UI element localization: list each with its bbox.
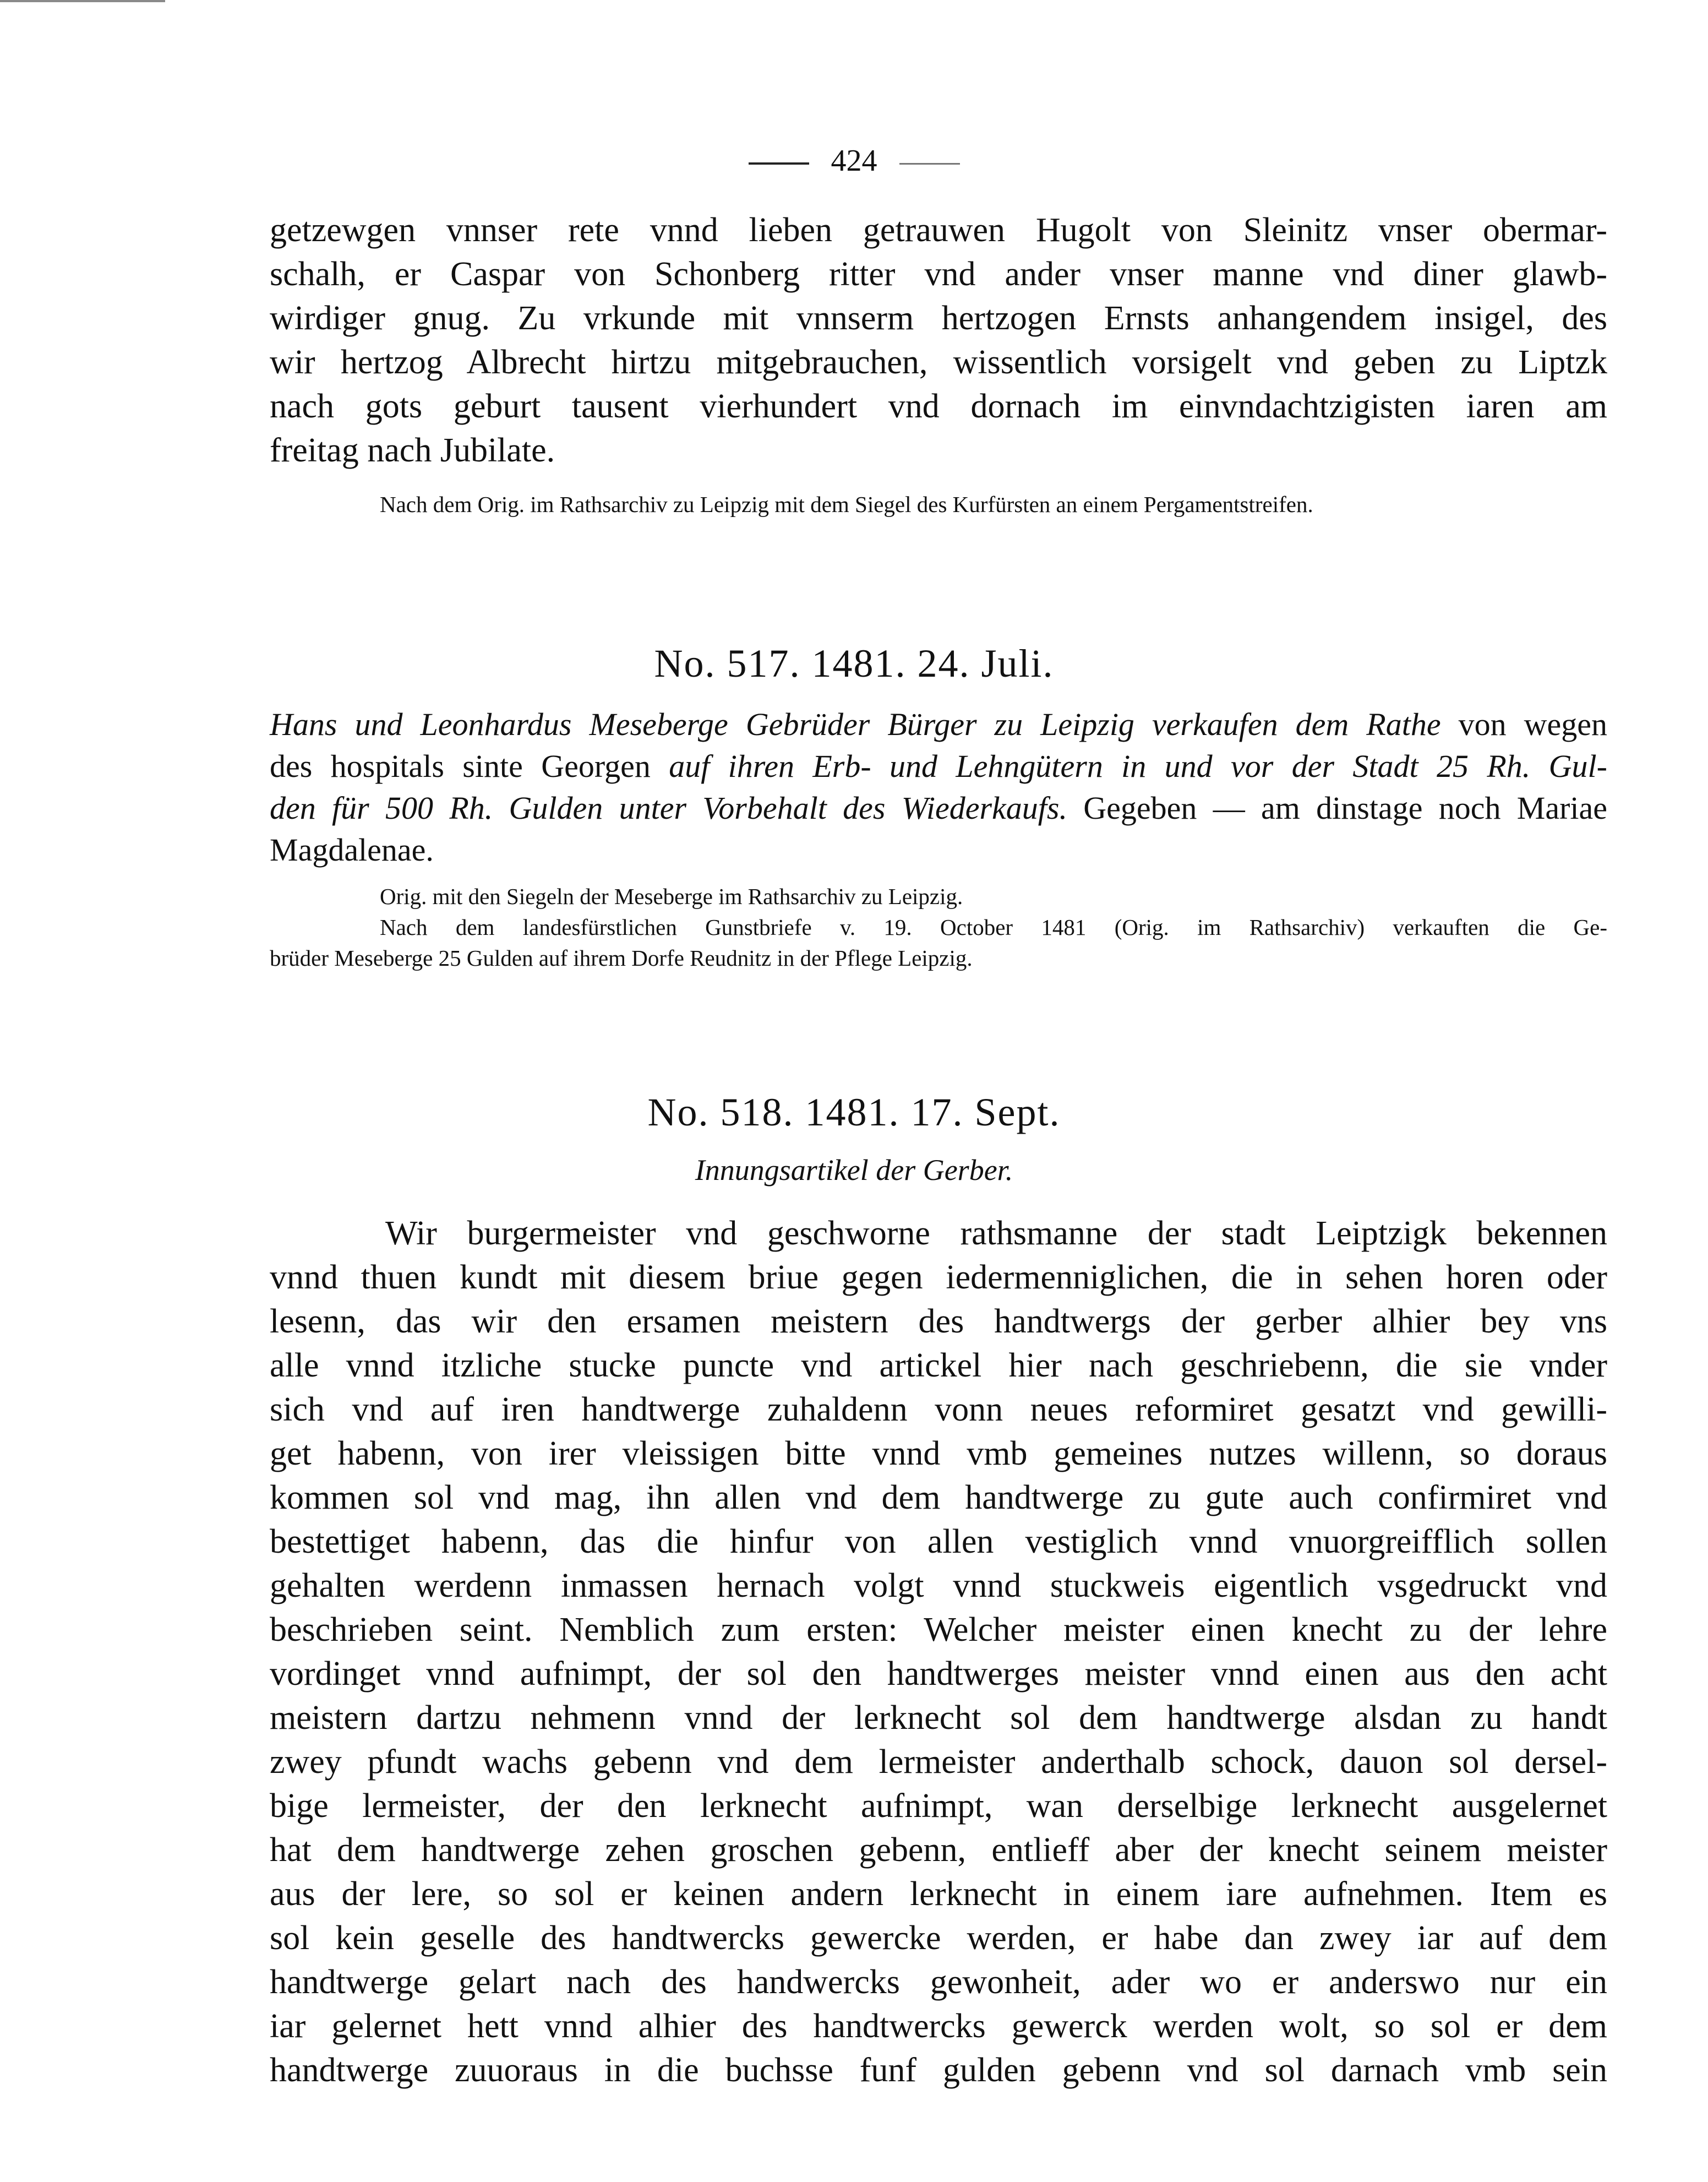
- note-line: Nach dem landesfürstlichen Gunstbriefe v. 19. October 1481 (Orig. im Rathsarchiv) verkauften die Ge-: [380, 915, 1607, 940]
- continuation-source-note: [380, 489, 1607, 520]
- continuation-text: [270, 208, 1607, 472]
- regest-line: [270, 704, 1607, 746]
- note-line: Nach dem Orig. im Rathsarchiv zu Leipzig mit dem Siegel des Kurfürsten an einem Pergamentstreifen.: [380, 492, 1313, 517]
- note-line: brüder Meseberge 25 Gulden auf ihrem Dorfe Reudnitz in der Pflege Leipzig.: [270, 945, 973, 971]
- text-line: wir hertzog Albrecht hirtzu mitgebrauchen, wissentlich vorsigelt vnd geben zu Liptzk: [270, 344, 1607, 381]
- regest-line: [270, 746, 1607, 787]
- text-line: wirdiger gnug. Zu vrkunde mit vnnserm hertzogen Ernsts anhangendem insigel, des: [270, 300, 1607, 337]
- regest-line: [270, 787, 1607, 829]
- doc-517-notes: [270, 881, 1607, 973]
- text-line: zwey pfundt wachs gebenn vnd dem lermeister anderthalb schock, dauon sol dersel-: [270, 1743, 1607, 1781]
- text-line: getzewgen vnnser rete vnnd lieben getrauwen Hugolt von Sleinitz vnser obermar-: [270, 211, 1607, 249]
- regest-line: [270, 829, 1607, 871]
- text-line: handtwerge zuuoraus in die buchsse funf gulden gebenn vnd sol darnach vmb sein: [270, 2052, 1607, 2089]
- text-line: vordinget vnnd aufnimpt, der sol den handtwerges meister vnnd einen aus den acht: [270, 1655, 1607, 1693]
- doc-517-regest: [270, 704, 1607, 871]
- text-line: hat dem handtwerge zehen groschen gebenn, entlieff aber der knecht seinem meister: [270, 1831, 1607, 1869]
- note-line: Orig. mit den Siegeln der Meseberge im Rathsarchiv zu Leipzig.: [380, 884, 963, 909]
- doc-518-subtitle: Innungsartikel der Gerber.: [695, 1153, 1013, 1187]
- text-line: kommen sol vnd mag, ihn allen vnd dem handtwerge zu gute auch confirmiret vnd: [270, 1479, 1607, 1516]
- text-line: Wir burgermeister vnd geschworne rathsmanne der stadt Leiptzigk bekennen: [385, 1215, 1607, 1252]
- text-line: bige lermeister, der den lerknecht aufnimpt, wan derselbige lerknecht ausgelernet: [270, 1787, 1607, 1825]
- text-line: lesenn, das wir den ersamen meistern des handtwergs der gerber alhier bey vns: [270, 1303, 1607, 1340]
- regest-roman: Gegeben — am dinstage noch Mariae: [1067, 790, 1607, 826]
- scan-edge-rule: [0, 0, 165, 2]
- text-line: vnnd thuen kundt mit diesem briue gegen iedermenniglichen, die in sehen horen oder: [270, 1259, 1607, 1296]
- regest-roman: von wegen: [1440, 706, 1607, 742]
- page-number-text: 424: [831, 144, 877, 178]
- regest-roman: Magdalenae.: [270, 832, 434, 868]
- regest-italic: Hans und Leonhardus Meseberge Gebrüder Bürger zu Leipzig verkaufen dem Rathe: [270, 706, 1441, 742]
- text-line: bestettiget habenn, das die hinfur von allen vestiglich vnnd vnuorgreifflich sollen: [270, 1523, 1607, 1560]
- text-line: sol kein geselle des handtwercks gewercke werden, er habe dan zwey iar auf dem: [270, 1919, 1607, 1957]
- text-line: nach gots geburt tausent vierhundert vnd dornach im einvndachtzigisten iaren am: [270, 388, 1607, 425]
- doc-518-heading: No. 518. 1481. 17. Sept.: [647, 1090, 1061, 1134]
- page-number-dash-right: [899, 163, 960, 165]
- text-line: alle vnnd itzliche stucke puncte vnd artickel hier nach geschriebenn, die sie vnder: [270, 1347, 1607, 1384]
- text-line: handtwerge gelart nach des handwercks gewonheit, ader wo er anderswo nur ein: [270, 1963, 1607, 2001]
- text-line: beschrieben seint. Nemblich zum ersten: Welcher meister einen knecht zu der lehre: [270, 1611, 1607, 1648]
- text-line: get habenn, von irer vleissigen bitte vnnd vmb gemeines nutzes willenn, so doraus: [270, 1435, 1607, 1472]
- text-line: aus der lere, so sol er keinen andern lerknecht in einem iare aufnehmen. Item es: [270, 1875, 1607, 1913]
- page-number-dash-left: [749, 162, 809, 165]
- regest-italic: den für 500 Rh. Gulden unter Vorbehalt des Wiederkaufs.: [270, 790, 1067, 826]
- doc-518-text: [270, 1211, 1607, 2092]
- regest-roman: des hospitals sinte Georgen: [270, 748, 669, 784]
- text-line: meistern dartzu nehmenn vnnd der lerknecht sol dem handtwerge alsdan zu handt: [270, 1699, 1607, 1737]
- text-line: freitag nach Jubilate.: [270, 432, 555, 469]
- page-number: [0, 139, 1708, 183]
- doc-517-heading: No. 517. 1481. 24. Juli.: [654, 641, 1054, 685]
- text-line: sich vnd auf iren handtwerge zuhaldenn vonn neues reformiret gesatzt vnd gewilli-: [270, 1391, 1607, 1428]
- text-line: schalh, er Caspar von Schonberg ritter vnd ander vnser manne vnd diner glawb-: [270, 255, 1607, 293]
- regest-italic: auf ihren Erb- und Lehngütern in und vor der Stadt 25 Rh. Gul-: [669, 748, 1607, 784]
- text-line: gehalten werdenn inmassen hernach volgt vnnd stuckweis eigentlich vsgedruckt vnd: [270, 1567, 1607, 1604]
- text-line: iar gelernet hett vnnd alhier des handtwercks gewerck werden wolt, so sol er dem: [270, 2007, 1607, 2045]
